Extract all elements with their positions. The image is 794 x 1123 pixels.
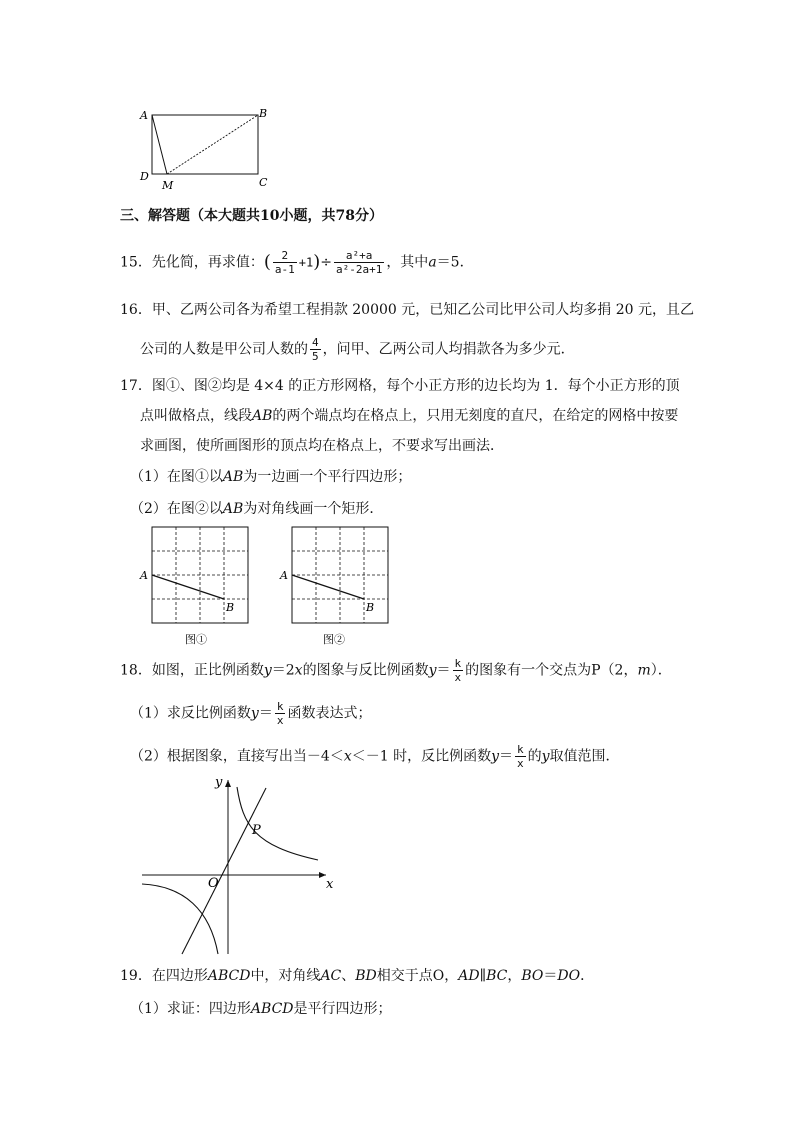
label-b: B xyxy=(259,107,268,120)
q15-rparen: ) xyxy=(313,251,321,273)
point-p-label: P xyxy=(252,823,261,838)
grid2-label-b: B xyxy=(366,601,375,614)
q15-fraction-1: $\frac{2}{a-1}$ xyxy=(274,249,295,276)
grid2-caption: 图② xyxy=(323,633,345,646)
q16-line-2: 公司的人数是甲公司人数的 $\frac{4}{5}$ ，问甲、乙两公司人均捐款各为多少元． xyxy=(140,336,575,363)
q15-divide: ÷ xyxy=(320,254,332,271)
q15-condition: ，其中 xyxy=(386,254,429,271)
grid1-label-b: B xyxy=(226,601,235,614)
section-title: 三、解答题（本大题共10小题，共78分） xyxy=(120,208,383,224)
q17-line-1: 17．图①、图②均是 4×4 的正方形网格，每个小正方形的边长均为 1．每个小正方形的顶 xyxy=(120,378,680,394)
question-15 xyxy=(120,249,474,276)
q18-fraction-1: $\frac{k}{x}$ xyxy=(454,657,462,684)
q15-var: a xyxy=(428,254,437,271)
label-c: C xyxy=(259,176,268,189)
grid2-label-a: A xyxy=(280,569,288,582)
origin-label: O xyxy=(208,876,219,891)
q19-line-1: 19．在四边形ABCD中，对角线AC、BD相交于点O，AD∥BC，BO＝DO． xyxy=(120,968,595,984)
q15-prompt: 先化简，再求值： xyxy=(151,254,264,271)
q18-fraction-3: $\frac{k}{x}$ xyxy=(517,743,524,770)
grid1-caption: 图① xyxy=(185,633,207,646)
q19-sub-1: （1）求证：四边形ABCD是平行四边形； xyxy=(130,1001,392,1017)
grid-figure-1 xyxy=(138,521,253,649)
rectangle-figure xyxy=(135,100,275,192)
q16-fraction: $\frac{4}{5}$ xyxy=(312,336,319,363)
q18-sub-2: （2）根据图象，直接写出当－4＜x＜－1 时，反比例函数y＝ $\frac{k}{x}$ 的y取值范围． xyxy=(130,743,620,770)
axis-y-label: y xyxy=(215,775,223,790)
q15-lparen: ( xyxy=(263,251,271,273)
q15-value: ＝5． xyxy=(436,254,474,271)
q18-fraction-2: $\frac{k}{x}$ xyxy=(276,700,284,727)
grid1-label-a: A xyxy=(140,569,148,582)
q17-sub-2: （2）在图②以AB为对角线画一个矩形． xyxy=(130,501,384,517)
q15-plus-one: +1 xyxy=(298,255,314,270)
q16-line-1: 16．甲、乙两公司各为希望工程捐款 20000 元，已知乙公司比甲公司人均多捐 20 元，且乙 xyxy=(120,302,694,318)
q18-line-1: 18．如图，正比例函数y＝2x的图象与反比例函数y＝ $\frac{k}{x}$ 的图象有一个交点为P（2，m）． xyxy=(120,657,672,684)
q15-fraction-2: $\frac{\text{a²+a}}{\text{a²-2a+1}}$ xyxy=(335,249,383,276)
q17-line-2: 点叫做格点，线段AB的两个端点均在格点上，只用无刻度的直尺，在给定的网格中按要 xyxy=(140,408,679,424)
q18-sub-1: （1）求反比例函数y＝ $\frac{k}{x}$ 函数表达式； xyxy=(130,700,372,727)
label-m: M xyxy=(162,179,174,192)
label-d: D xyxy=(140,170,149,183)
axis-x-label: x xyxy=(326,877,334,892)
q17-line-3: 求画图，使所画图形的顶点均在格点上，不要求写出画法． xyxy=(140,438,504,454)
grid-figure-2 xyxy=(278,521,393,649)
q17-sub-1: （1）在图①以AB为一边画一个平行四边形； xyxy=(130,469,412,485)
q15-number: 15． xyxy=(120,254,152,271)
function-graph xyxy=(140,770,340,960)
label-a: A xyxy=(140,109,148,122)
